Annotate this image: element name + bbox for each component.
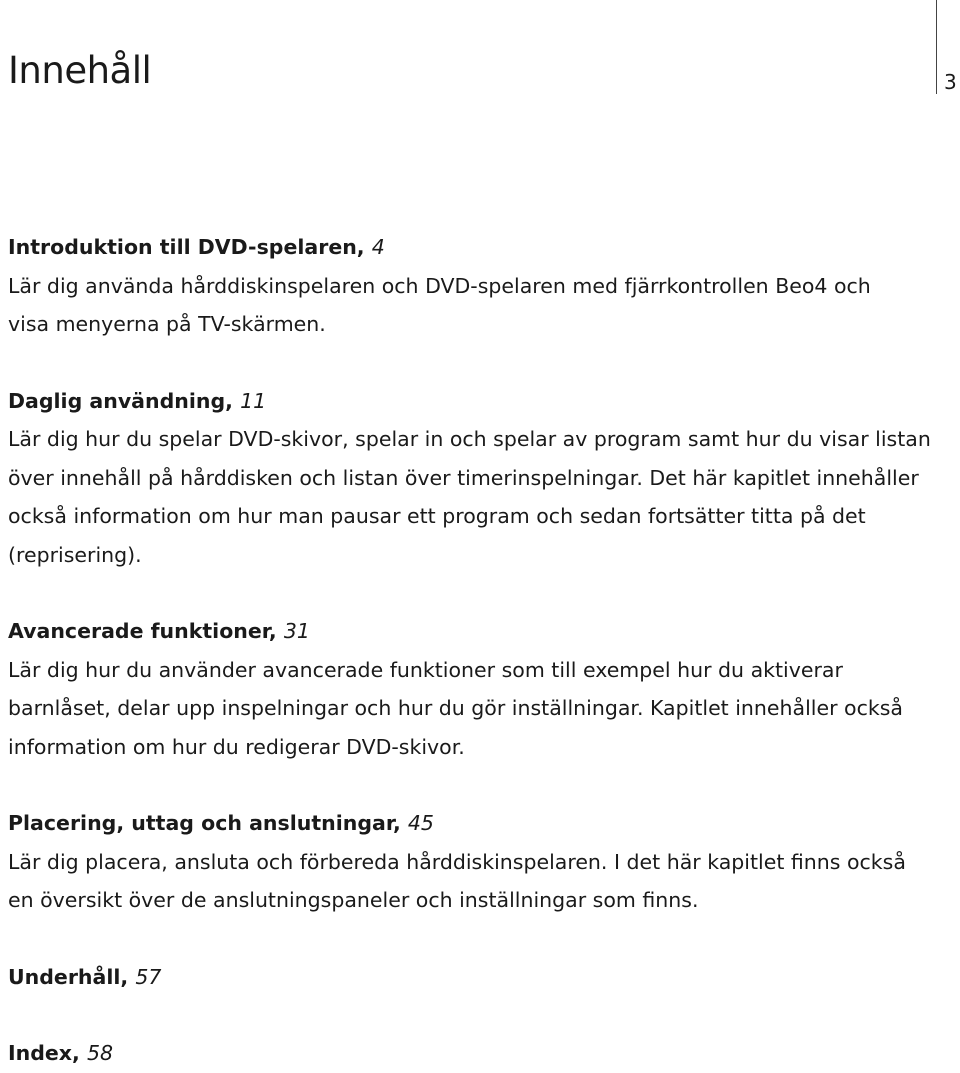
toc-description: Lär dig hur du använder avancerade funktioner som till exempel hur du aktiverar barnlåset, delar upp inspelningar och hur du gör inställningar. Kapitlet innehåller också information om hur du redigerar DVD-skivor. <box>8 657 903 759</box>
toc-heading-title: Avancerade funktioner, <box>8 619 277 643</box>
page-divider <box>936 0 937 94</box>
toc-heading-title: Index, <box>8 1041 80 1065</box>
toc-heading <box>8 804 948 843</box>
toc-entry-daily-use <box>8 382 948 575</box>
toc-page-number: 58 <box>86 1041 114 1065</box>
toc-entry-index <box>8 1034 948 1073</box>
toc-heading <box>8 958 948 997</box>
toc-page-number: 11 <box>240 388 267 413</box>
toc-entry-introduction <box>8 228 948 344</box>
toc-description: Lär dig använda hårddiskinspelaren och DVD-spelaren med fjärrkontrollen Beo4 och visa menyerna på TV-skärmen. <box>8 273 871 336</box>
toc-heading-title: Underhåll, <box>8 964 129 989</box>
table-of-contents <box>8 228 948 1073</box>
toc-entry-placement-connections <box>8 804 948 920</box>
toc-page-number: 4 <box>371 235 385 259</box>
toc-heading <box>8 382 948 421</box>
toc-entry-advanced-functions <box>8 612 948 766</box>
toc-heading-title: Introduktion till DVD-spelaren, <box>8 235 365 259</box>
toc-description: Lär dig hur du spelar DVD-skivor, spelar in och spelar av program samt hur du visar listan över innehåll på hårddisken och listan över timerinspelningar. Det här kapitlet innehåller också information om hur man pausar ett program och sedan fortsätter titta på det (reprisering). <box>8 427 931 567</box>
toc-page-number: 45 <box>407 811 434 835</box>
toc-description: Lär dig placera, ansluta och förbereda hårddiskinspelaren. I det här kapitlet finns också en översikt över de anslutningspaneler och inställningar som finns. <box>8 849 906 912</box>
toc-heading <box>8 228 948 267</box>
toc-page-number: 31 <box>283 619 310 643</box>
toc-heading-title: Placering, uttag och anslutningar, <box>8 811 401 835</box>
toc-heading <box>8 1034 948 1073</box>
toc-page-number: 57 <box>135 964 162 989</box>
toc-entry-maintenance <box>8 958 948 997</box>
page-title: Innehåll <box>8 49 152 92</box>
toc-heading-title: Daglig användning, <box>8 388 233 413</box>
toc-heading <box>8 612 948 651</box>
page-number: 3 <box>944 70 957 94</box>
